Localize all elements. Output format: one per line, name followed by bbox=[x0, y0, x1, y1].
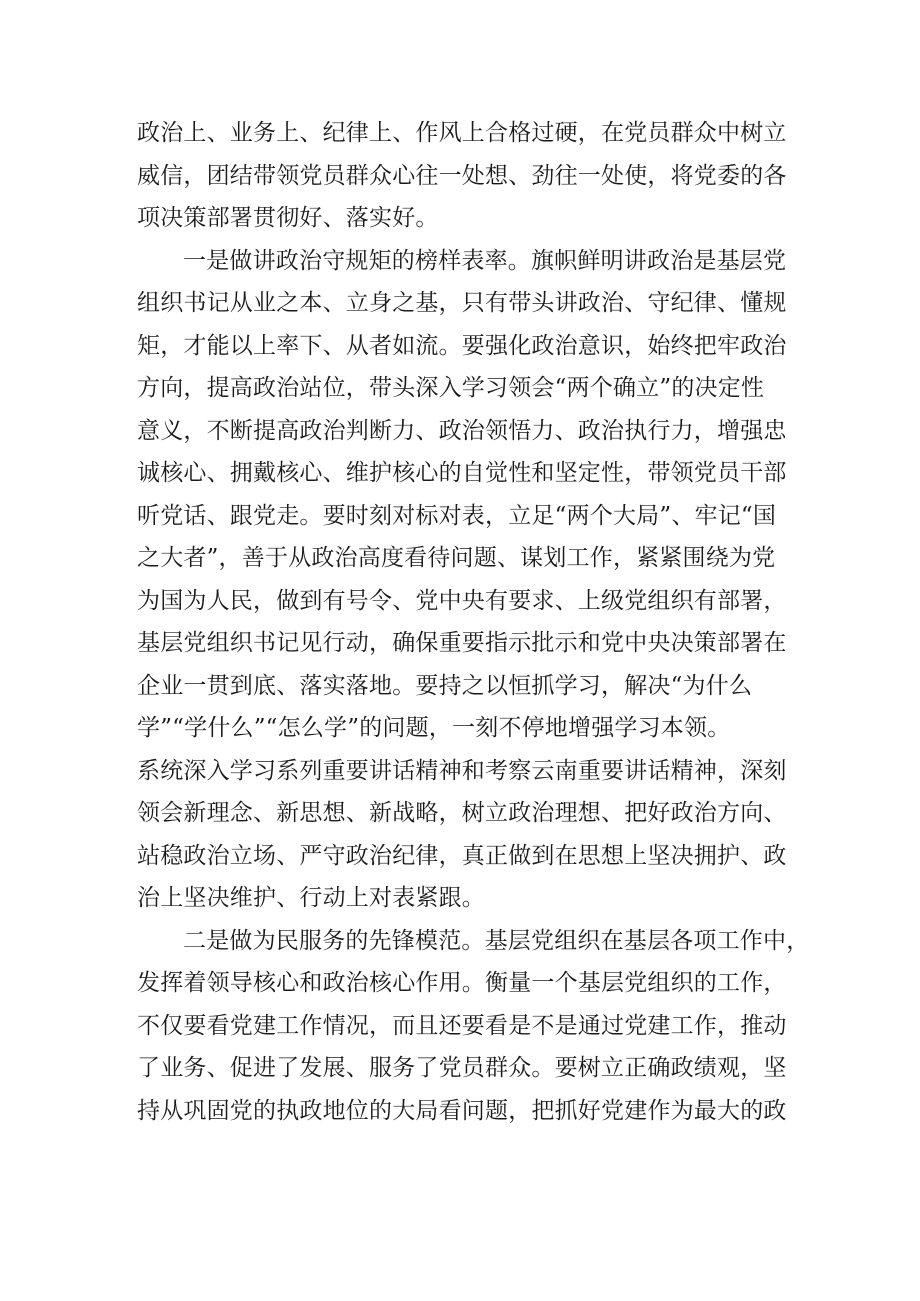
paragraph-heading-line: 二是做为民服务的先锋模范。基层党组织在基层各项工作中， bbox=[183, 927, 810, 954]
text-line: 意义，不断提高政治判断力、政治领悟力、政治执行力，增强忠 bbox=[137, 417, 787, 444]
text-line: 站稳政治立场、严守政治纪律，真正做到在思想上坚决拥护、政 bbox=[137, 842, 787, 869]
text-line: 之大者”，善于从政治高度看待问题、谋划工作，紧紧围绕为党 bbox=[137, 545, 776, 571]
text-line: 威信，团结带领党员群众心往一处想、劲往一处使，将党委的各 bbox=[137, 162, 787, 189]
text-line: 组织书记从业之本、立身之基，只有带头讲政治、守纪律、懂规 bbox=[137, 290, 787, 316]
text-line: 系统深入学习系列重要讲话精神和考察云南重要讲话精神，深刻 bbox=[137, 757, 787, 784]
text-line: 诚核心、拥戴核心、维护核心的自觉性和坚定性，带领党员干部 bbox=[137, 460, 787, 486]
text-line: 不仅要看党建工作情况，而且还要看是不是通过党建工作，推动 bbox=[137, 1012, 787, 1039]
text-line: 了业务、促进了发展、服务了党员群众。要树立正确政绩观，坚 bbox=[137, 1055, 787, 1081]
text-line: 矩，才能以上率下、从者如流。要强化政治意识，始终把牢政治 bbox=[137, 332, 787, 359]
text-line: 政治上、业务上、纪律上、作风上合格过硬，在党员群众中树立 bbox=[137, 120, 787, 146]
text-line: 发挥着领导核心和政治核心作用。衡量一个基层党组织的工作， bbox=[137, 970, 787, 996]
text-line: 为国为人民，做到有号令、党中央有要求、上级党组织有部署， bbox=[137, 587, 787, 614]
text-line: 项决策部署贯彻好、落实好。 bbox=[137, 205, 439, 231]
text-line: 听党话、跟党走。要时刻对标对表，立足“两个大局”、牢记“国 bbox=[137, 502, 777, 529]
text-line: 治上坚决维护、行动上对表紧跟。 bbox=[137, 885, 485, 911]
text-line: 方向，提高政治站位，带头深入学习领会“两个确立”的决定性 bbox=[137, 375, 765, 401]
document-body bbox=[137, 112, 810, 1132]
text-line: 领会新理念、新思想、新战略，树立政治理想、把好政治方向、 bbox=[137, 800, 787, 826]
text-line: 企业一贯到底、落实落地。要持之以恒抓学习，解决“为什么 bbox=[137, 672, 753, 699]
paragraph-heading-line: 一是做讲政治守规矩的榜样表率。旗帜鲜明讲政治是基层党 bbox=[183, 247, 787, 274]
text-line: 持从巩固党的执政地位的大局看问题，把抓好党建作为最大的政 bbox=[137, 1097, 787, 1124]
text-line: 基层党组织书记见行动，确保重要指示批示和党中央决策部署在 bbox=[137, 630, 787, 656]
text-line: 学”“学什么”“怎么学”的问题，一刻不停地增强学习本领。 bbox=[137, 715, 731, 741]
